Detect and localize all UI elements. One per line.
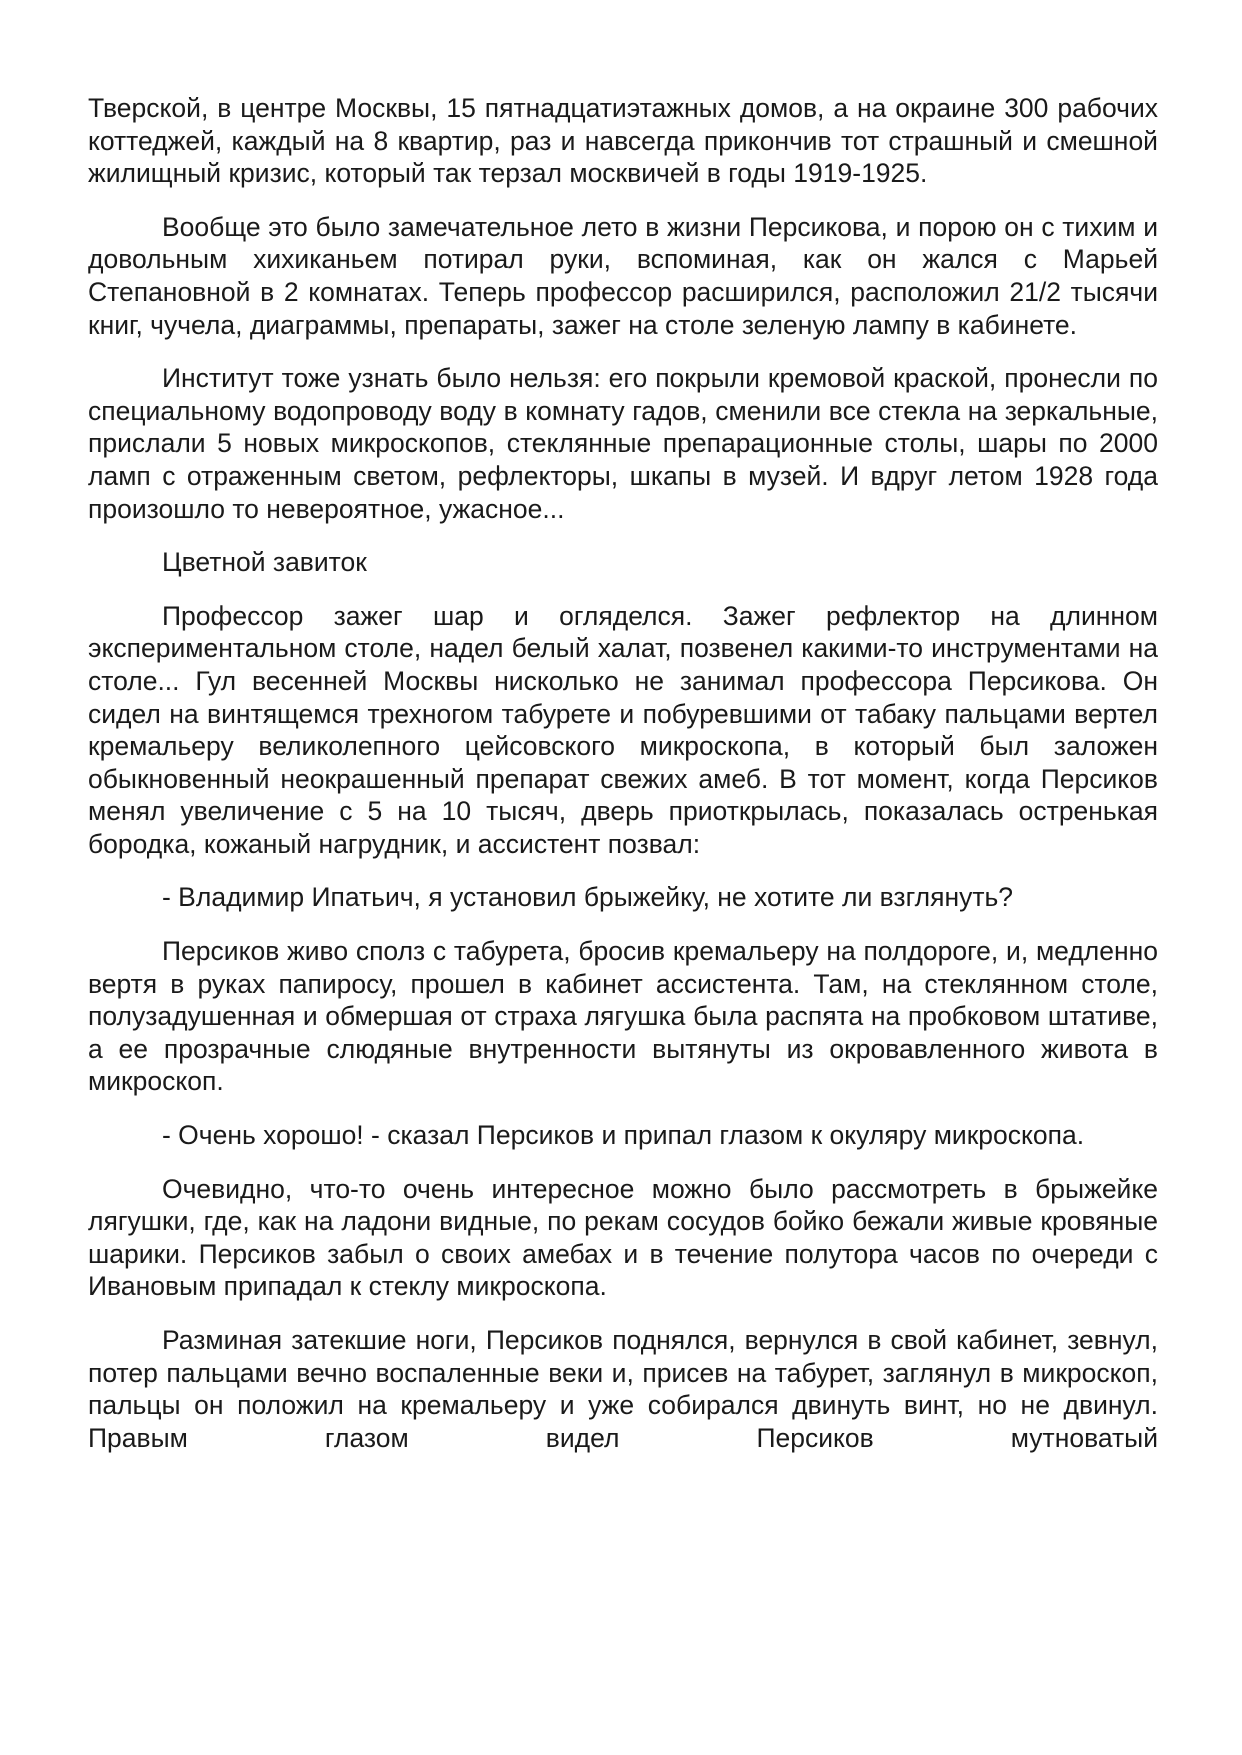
paragraph-frog: Персиков живо сполз с табурета, бросив кремальеру на полдороге, и, медленно вертя в руках папиросу, прошел в кабинет ассистента. Там, на стеклянном столе, полузадушенная и обмершая от страха лягушка была распята на пробковом штативе, а ее прозрачные слюдяные внутренности вытянуты из окровавленного живота в микроскоп. <box>88 936 1158 1097</box>
paragraph-continuation: Тверской, в центре Москвы, 15 пятнадцатиэтажных домов, а на окраине 300 рабочих коттеджей, каждый на 8 квартир, раз и навсегда прикончив тот страшный и смешной жилищный кризис, который так терзал москвичей в годы 1919-1925. <box>88 93 1158 189</box>
paragraph-microscope: Профессор зажег шар и огляделся. Зажег рефлектор на длинном экспериментальном столе, надел белый халат, позвенел какими-то инструментами на столе... Гул весенней Москвы нисколько не занимал профессора Персикова. Он сидел на винтящемся трехногом табурете и побуревшими от табаку пальцами вертел кремальеру великолепного цейсовского микроскопа, в который был заложен обыкновенный неокрашенный препарат свежих амеб. В тот момент, когда Персиков менял увеличение с 5 на 10 тысяч, дверь приоткрылась, показалась остренькая бородка, кожаный нагрудник, и ассистент позвал: <box>88 600 1158 859</box>
paragraph-mesentery: Очевидно, что-то очень интересное можно было рассмотреть в брыжейке лягушки, где, как на ладони видные, по рекам сосудов бойко бежали живые кровяные шарики. Персиков забыл о своих амебах и в течение полутора часов по очереди с Ивановым припадал к стеклу микроскопа. <box>88 1173 1158 1302</box>
paragraph-institute: Институт тоже узнать было нельзя: его покрыли кремовой краской, пронесли по специальному водопроводу воду в комнату гадов, сменили все стекла на зеркальные, прислали 5 новых микроскопов, стеклянные препарационные столы, шары по 2000 ламп с отраженным светом, рефлекторы, шкапы в музей. И вдруг летом 1928 года произошло то невероятное, ужасное... <box>88 363 1158 524</box>
chapter-heading: Цветной завиток <box>162 547 367 578</box>
paragraph-summer: Вообще это было замечательное лето в жизни Персикова, и порою он с тихим и довольным хихиканьем потирал руки, вспоминая, как он жался с Марьей Степановной в 2 комнатах. Теперь профессор расширился, расположил 21/2 тысячи книг, чучела, диаграммы, препараты, зажег на столе зеленую лампу в кабинете. <box>88 211 1158 340</box>
paragraph-return: Разминая затекшие ноги, Персиков поднялся, вернулся в свой кабинет, зевнул, потер пальцами вечно воспаленные веки и, присев на табурет, заглянул в микроскоп, пальцы он положил на кремальеру и уже собирался двинуть винт, но не двинул. Правым глазом видел Персиков мутноватый <box>88 1325 1158 1453</box>
dialogue-assistant: - Владимир Ипатьич, я установил брыжейку, не хотите ли взглянуть? <box>162 882 1014 913</box>
document-page <box>88 92 1158 1454</box>
dialogue-persikov: - Очень хорошо! - сказал Персиков и припал глазом к окуляру микроскопа. <box>162 1120 1085 1151</box>
